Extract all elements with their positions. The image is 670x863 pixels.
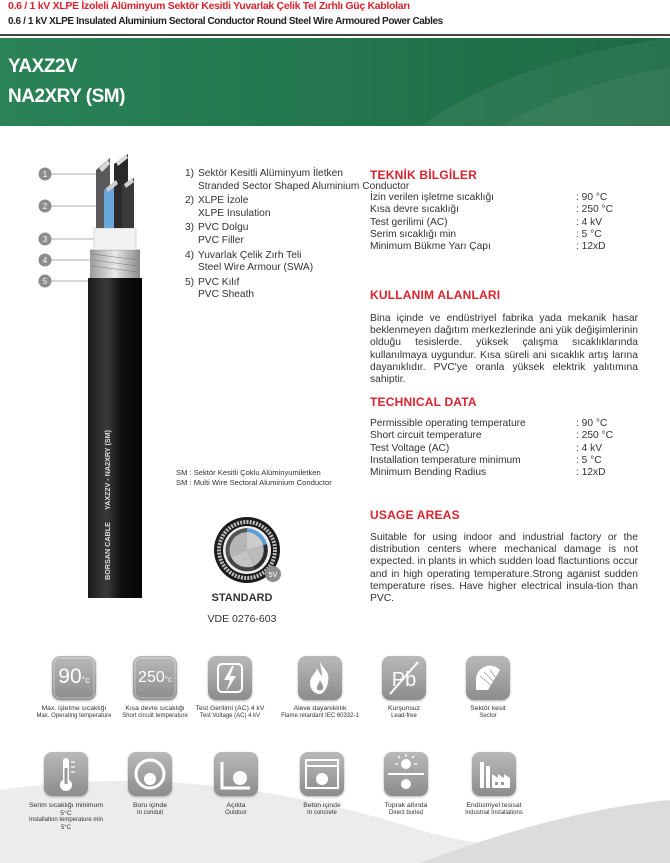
part-en: XLPE Insulation	[198, 207, 271, 219]
icon-label-en: Sector	[479, 712, 497, 719]
factory-icon	[472, 752, 516, 796]
spec-value: : 12xD	[576, 467, 606, 479]
spec-key: Kısa devre sıcaklığı	[370, 204, 459, 216]
cable-illustration	[36, 150, 166, 610]
usage-en-text: Suitable for using indoor and industrial factory or the distribution centers where mechanical damage is not expected. in plants in which sudden load flactuntions occur and in high operating temperature.Strong aganist sudden temperature rises. Have higher electrical insula-tion than PVC.	[370, 532, 638, 605]
flame-icon	[298, 656, 342, 700]
icon-label	[282, 802, 362, 817]
standard-label: STANDARD	[211, 592, 273, 604]
part-en: Stranded Sector Shaped Aluminium Conductor	[198, 180, 410, 192]
icon-label-tr: Boru içinde	[132, 802, 167, 809]
part-en: PVC Filler	[198, 234, 244, 246]
technical-tr-heading: TEKNİK BİLGİLER	[370, 168, 477, 182]
spec-value: : 90 °C	[576, 418, 608, 429]
icon-label	[115, 705, 195, 720]
cross-section-badge: 5V	[268, 572, 278, 579]
icon-label-tr: Test Gerilimi (AC) 4 kV	[195, 705, 265, 712]
temperature-90-unit: °c	[81, 675, 90, 685]
part-en: PVC Sheath	[198, 289, 255, 301]
icon-label	[448, 705, 528, 720]
lead-free-glyph: Pb	[391, 669, 417, 691]
icon-label	[110, 802, 190, 817]
part-number: 2)	[184, 195, 194, 207]
marker-5: 5	[42, 277, 48, 286]
icon-label-tr: Açıkta	[226, 802, 246, 809]
part-tr: XLPE İzole	[198, 195, 249, 207]
spec-row	[370, 418, 613, 430]
sector-icon	[466, 656, 510, 700]
icon-label	[454, 802, 534, 817]
cable-print-brand: BORSAN CABLE	[103, 522, 112, 580]
icon-label	[196, 802, 276, 817]
spec-row	[370, 241, 613, 253]
sm-note-en: SM : Multi Wire Sectoral Aluminium Conductor	[176, 477, 332, 487]
icon-label-tr: Kurşunsuz	[387, 705, 421, 712]
product-code-tr: YAXZ2V	[8, 56, 78, 77]
spec-value: : 12xD	[576, 241, 606, 253]
marker-2: 2	[42, 202, 48, 211]
outdoor-icon	[214, 752, 258, 796]
usage-tr-text: Bina içinde ve endüstriyel fabrika yada mekanik hasar beklenmeyen dağıtım merkezlerinde ani yük değişimlerinin olduğu tesislerde. yüksek çalışma sıcaklıklarında kullanılmaya uygundur. Kısa süreli ani sıcaklık artış larına dayanıklıdır. PVC'ye oranla yüksek elektrik yalıtımına sahiptir.	[370, 313, 638, 386]
spec-key: Installation temperature minimum	[370, 454, 521, 466]
icon-label-tr: Max. işletme sıcaklığı	[41, 705, 107, 712]
icon-label	[26, 802, 106, 832]
icon-label-tr: Toprak altında	[384, 802, 428, 809]
part-tr: Yuvarlak Çelik Zırh Teli	[198, 249, 302, 261]
spec-row	[370, 455, 613, 467]
cable-cross-section	[213, 514, 283, 586]
temperature-90-icon	[52, 656, 96, 700]
icon-label-tr: Kısa devre sıcaklığı	[125, 705, 185, 712]
header-title-en: 0.6 / 1 kV XLPE Insulated Aluminium Sectoral Conductor Round Steel Wire Armoured Power Cables	[8, 16, 443, 27]
part-number: 3)	[184, 222, 194, 234]
part-tr: Sektör Kesitli Alüminyum İletken	[198, 168, 343, 179]
spec-key: Minimum Bending Radius	[370, 467, 487, 479]
concrete-icon	[300, 752, 344, 796]
spec-key: Permissible operating temperature	[370, 418, 526, 429]
technical-en-table	[370, 418, 613, 479]
icon-label-tr: Beton içinde	[303, 802, 341, 809]
spec-row	[370, 192, 613, 204]
part-number: 5)	[184, 276, 194, 288]
spec-key: Minimum Bükme Yarı Çapı	[370, 241, 491, 253]
part-number: 1)	[184, 168, 194, 179]
icon-label	[34, 705, 114, 720]
marker-4: 4	[42, 256, 48, 265]
spec-value: : 90 °C	[576, 192, 608, 203]
technical-tr-table	[370, 192, 613, 253]
spec-value: : 4 kV	[576, 442, 603, 454]
temperature-250-value: 250	[138, 669, 165, 686]
buried-icon	[384, 752, 428, 796]
icon-label-en: In conduit	[136, 809, 164, 816]
part-tr: PVC Kılıf	[198, 276, 240, 288]
icon-label	[364, 705, 444, 720]
temperature-250-icon	[133, 656, 177, 700]
icon-label-en: Direct buried	[388, 809, 423, 816]
temperature-250-unit: °c	[164, 675, 172, 684]
icon-label-en: Max. Operating temperature	[36, 712, 112, 719]
part-number: 4)	[184, 249, 194, 261]
icon-label-tr: Sektör kesit	[470, 705, 506, 712]
spec-value: : 250 °C	[576, 204, 613, 216]
standard-value: VDE 0276-603	[207, 613, 277, 625]
sm-note-tr: SM : Sektör Kesitli Çoklu Alüminyumiletken	[176, 468, 321, 477]
marker-1: 1	[42, 170, 48, 179]
icon-label-tr: Aleve dayanıklılık	[293, 705, 347, 712]
usage-en-heading: USAGE AREAS	[370, 508, 460, 522]
header-title-tr: 0.6 / 1 kV XLPE İzoleli Alüminyum Sektör Kesitli Yuvarlak Çelik Tel Zırhlı Güç Kabloları	[8, 0, 410, 12]
icon-label-en: Industrial Installations	[465, 809, 523, 816]
thermometer-icon	[44, 752, 88, 796]
spec-key: Test Voltage (AC)	[370, 442, 450, 454]
product-code-en: NA2XRY (SM)	[8, 86, 125, 107]
temperature-90-value: 90	[58, 665, 82, 688]
spec-row	[370, 467, 613, 479]
technical-en-heading: TECHNICAL DATA	[370, 395, 477, 409]
icon-label	[280, 705, 360, 720]
spec-value: : 4 kV	[576, 216, 603, 228]
spec-value: : 5 °C	[576, 454, 602, 466]
icon-label-en: Outdoor	[225, 809, 247, 816]
cable-print-code: YAXZ2V - NA2XRY (SM)	[103, 429, 112, 510]
spec-row	[370, 204, 613, 216]
icon-label-tr: Endüstriyel tesisat	[466, 802, 522, 809]
spec-value: : 5 °C	[576, 228, 602, 240]
spec-key: İzin verilen işletme sıcaklığı	[370, 192, 494, 203]
icon-label-en: In concrete	[307, 809, 337, 816]
part-en: Steel Wire Armour (SWA)	[198, 262, 314, 274]
usage-tr-heading: KULLANIM ALANLARI	[370, 288, 501, 302]
icon-label-en: Flame retardant IEC 60332-1	[281, 712, 359, 719]
icon-label-en: Test Voltage (AC) 4 kV	[199, 712, 261, 719]
product-banner	[0, 38, 670, 126]
spec-row	[370, 229, 613, 241]
marker-3: 3	[42, 235, 48, 244]
conduit-icon	[128, 752, 172, 796]
spec-row	[370, 217, 613, 229]
spec-key: Test gerilimi (AC)	[370, 216, 448, 228]
spec-key: Serim sıcaklığı min	[370, 228, 457, 240]
part-tr: PVC Dolgu	[198, 222, 249, 234]
icon-label-en: Lead-free	[391, 712, 417, 719]
spec-row	[370, 430, 613, 442]
icon-label	[190, 705, 270, 720]
spec-row	[370, 443, 613, 455]
icon-label-en: Short circuit temperature	[122, 712, 188, 719]
spec-value: : 250 °C	[576, 430, 613, 442]
lead-free-icon	[382, 656, 426, 700]
icon-label	[366, 802, 446, 817]
icon-label-tr: Serim sıcaklığı minimum 5°C	[28, 802, 104, 817]
header-rule	[0, 34, 670, 36]
lightning-icon	[208, 656, 252, 700]
sm-notes	[176, 468, 332, 487]
icon-label-en: Installation temperature min 5°C	[28, 817, 104, 831]
spec-key: Short circuit temperature	[370, 430, 482, 442]
banner-decoration	[0, 38, 670, 126]
